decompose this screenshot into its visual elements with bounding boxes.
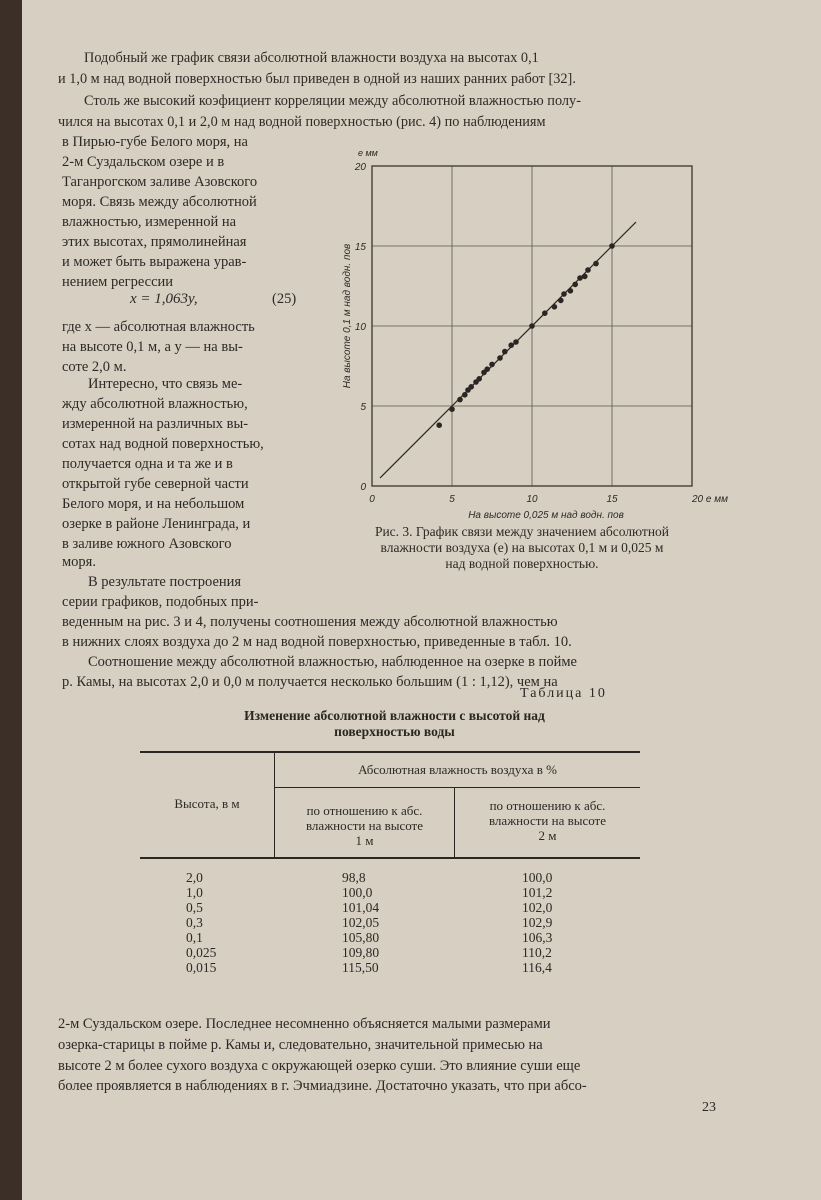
table-cell: 101,04 — [342, 900, 380, 915]
column-line: в заливе южного Азовского — [62, 536, 232, 552]
column-line: Таганрогском заливе Азовского — [62, 174, 258, 190]
data-point — [457, 397, 463, 403]
x-axis-label: На высоте 0,025 м над водн. пов — [468, 510, 624, 520]
equation-number: (25) — [272, 291, 297, 307]
header-line: по отношению к абс. — [489, 798, 606, 813]
intro-line: Подобный же график связи абсолютной влажности воздуха на высотах 0,1 — [84, 50, 539, 66]
column-line: открытой губе северной части — [62, 476, 249, 492]
data-point — [558, 298, 564, 304]
closing-line: высоте 2 м более сухого воздуха с окружающей озерко суши. Это влияние суши еще — [58, 1058, 581, 1074]
y-tick-label: 20 — [354, 162, 366, 173]
column-header-1m — [275, 803, 454, 848]
intro-line: и 1,0 м над водной поверхностью был приведен в одной из наших ранних работ [32]. — [58, 71, 576, 87]
table-cell: 102,0 — [522, 900, 553, 915]
x-tick-label: 10 — [526, 494, 538, 505]
y-axis-label: На высоте 0,1 м над водн. пов — [342, 243, 353, 389]
y-unit-label: e мм — [358, 148, 378, 158]
group-header: Абсолютная влажность воздуха в % — [358, 762, 557, 777]
y-tick-label: 0 — [360, 482, 366, 493]
table-title-line: поверхностью воды — [334, 724, 455, 739]
y-tick-label: 5 — [360, 402, 366, 413]
x-tick-label: 15 — [606, 494, 618, 505]
table-title-line: Изменение абсолютной влажности с высотой над — [244, 708, 545, 723]
table-cell: 102,9 — [522, 915, 553, 930]
data-point — [436, 422, 442, 428]
table-cell: 1,0 — [186, 885, 203, 900]
intro-line: чился на высотах 0,1 и 2,0 м над водной поверхностью (рис. 4) по наблюдениям — [58, 114, 546, 130]
table-cell: 0,1 — [186, 930, 203, 945]
column-line: озерке в районе Ленинграда, и — [62, 516, 251, 532]
regression-equation: x = 1,063y, — [130, 291, 198, 307]
table-cell: 105,80 — [342, 930, 380, 945]
column-line: в Пирью-губе Белого моря, на — [62, 134, 248, 150]
table-group-rule — [275, 787, 640, 788]
data-point — [585, 267, 591, 273]
scatter-chart — [312, 136, 732, 520]
column-line: В результате построения — [88, 574, 242, 590]
data-point — [572, 282, 578, 288]
data-point — [568, 288, 574, 294]
table-cell: 100,0 — [522, 870, 553, 885]
table-title — [142, 708, 647, 740]
data-point — [561, 291, 567, 297]
column-line: моря. Связь между абсолютной — [62, 194, 257, 210]
regression-line — [380, 222, 636, 478]
column-line: Интересно, что связь ме- — [88, 376, 243, 392]
caption-line: над водной поверхностью. — [445, 556, 599, 571]
data-point — [497, 355, 503, 361]
body-line: веденным на рис. 3 и 4, получены соотношения между абсолютной влажностью — [62, 614, 558, 630]
page-number: 23 — [702, 1100, 716, 1115]
column-line: 2-м Суздальском озере и в — [62, 154, 225, 170]
header-line: 2 м — [538, 828, 557, 843]
closing-line: более проявляется в наблюдениях в г. Эчмиадзине. Достаточно указать, что при абсо- — [58, 1078, 587, 1094]
data-point — [582, 274, 588, 280]
closing-line: 2-м Суздальском озере. Последнее несомненно объясняется малыми размерами — [58, 1016, 551, 1032]
intro-line: Столь же высокий коэфициент корреляции между абсолютной влажностью полу- — [84, 93, 581, 109]
caption-line: влажности воздуха (e) на высотах 0,1 м и 0,025 м — [380, 540, 664, 555]
table-cell: 115,50 — [342, 960, 379, 975]
data-point — [502, 349, 508, 355]
header-line: влажности на высоте — [305, 818, 424, 833]
table-cell: 109,80 — [342, 945, 380, 960]
body-line: в нижних слоях воздуха до 2 м над водной поверхностью, приведенные в табл. 10. — [62, 634, 572, 650]
column-line: на высоте 0,1 м, а y — на вы- — [62, 339, 243, 355]
column-line: серии графиков, подобных при- — [62, 594, 259, 610]
data-point — [484, 366, 490, 372]
x-tick-label: 20 e мм — [692, 494, 728, 505]
data-point — [489, 362, 495, 368]
column-line: и может быть выражена урав- — [62, 254, 247, 270]
book-page — [22, 0, 821, 1200]
table-cell: 110,2 — [522, 945, 552, 960]
table-cell: 0,025 — [186, 945, 217, 960]
column-line: моря. — [62, 554, 96, 570]
data-point — [593, 261, 599, 267]
data-point — [468, 384, 474, 390]
table-cell: 0,015 — [186, 960, 217, 975]
y-tick-label: 10 — [354, 322, 366, 333]
data-point — [508, 342, 514, 348]
figure-caption — [312, 524, 732, 572]
header-line: влажности на высоте — [488, 813, 607, 828]
table-cell: 101,2 — [522, 885, 553, 900]
table-cell: 0,3 — [186, 915, 203, 930]
table-cell: 106,3 — [522, 930, 553, 945]
column-line: этих высотах, прямолинейная — [62, 234, 247, 250]
body-line: Соотношение между абсолютной влажностью, наблюденное на озерке в пойме — [88, 654, 577, 670]
data-point — [449, 406, 455, 412]
data-point — [577, 275, 583, 281]
data-point — [552, 304, 558, 310]
data-point — [542, 310, 548, 316]
column-line: соте 2,0 м. — [62, 359, 127, 375]
data-point — [462, 392, 468, 398]
column-line: нением регрессии — [62, 274, 174, 290]
x-tick-label: 5 — [449, 494, 455, 505]
table-cell: 2,0 — [186, 870, 203, 885]
data-point — [529, 323, 535, 329]
column-line: влажностью, измеренной на — [62, 214, 237, 230]
column-line: жду абсолютной влажностью, — [62, 396, 248, 412]
column-line: где x — абсолютная влажность — [62, 319, 255, 335]
data-point — [476, 376, 482, 382]
table-cell: 98,8 — [342, 870, 366, 885]
closing-line: озерка-старицы в пойме р. Камы и, следовательно, значительной примесью на — [58, 1037, 543, 1053]
data-point — [609, 243, 615, 249]
column-line: Белого моря, и на небольшом — [62, 496, 245, 512]
column-header-2m — [455, 798, 640, 843]
table-top-rule — [140, 751, 640, 753]
y-tick-label: 15 — [354, 242, 366, 253]
header-line: 1 м — [355, 833, 374, 848]
table-cell: 102,05 — [342, 915, 380, 930]
column-header-height: Высота, в м — [174, 796, 240, 811]
table-cell: 116,4 — [522, 960, 552, 975]
caption-line: Рис. 3. График связи между значением абсолютной — [374, 524, 670, 539]
x-tick-label: 0 — [369, 494, 375, 505]
table-header-rule — [140, 857, 640, 859]
column-line: измеренной на различных вы- — [62, 416, 249, 432]
column-line: сотах над водной поверхностью, — [62, 436, 264, 452]
column-line: получается одна и та же и в — [62, 456, 233, 472]
table-cell: 100,0 — [342, 885, 373, 900]
data-point — [513, 339, 519, 345]
table-label: Таблица 10 — [520, 686, 607, 701]
header-line: по отношению к абс. — [306, 803, 423, 818]
table-cell: 0,5 — [186, 900, 203, 915]
body-line: р. Камы, на высотах 2,0 и 0,0 м получается несколько большим (1 : 1,12), чем на — [62, 674, 558, 690]
